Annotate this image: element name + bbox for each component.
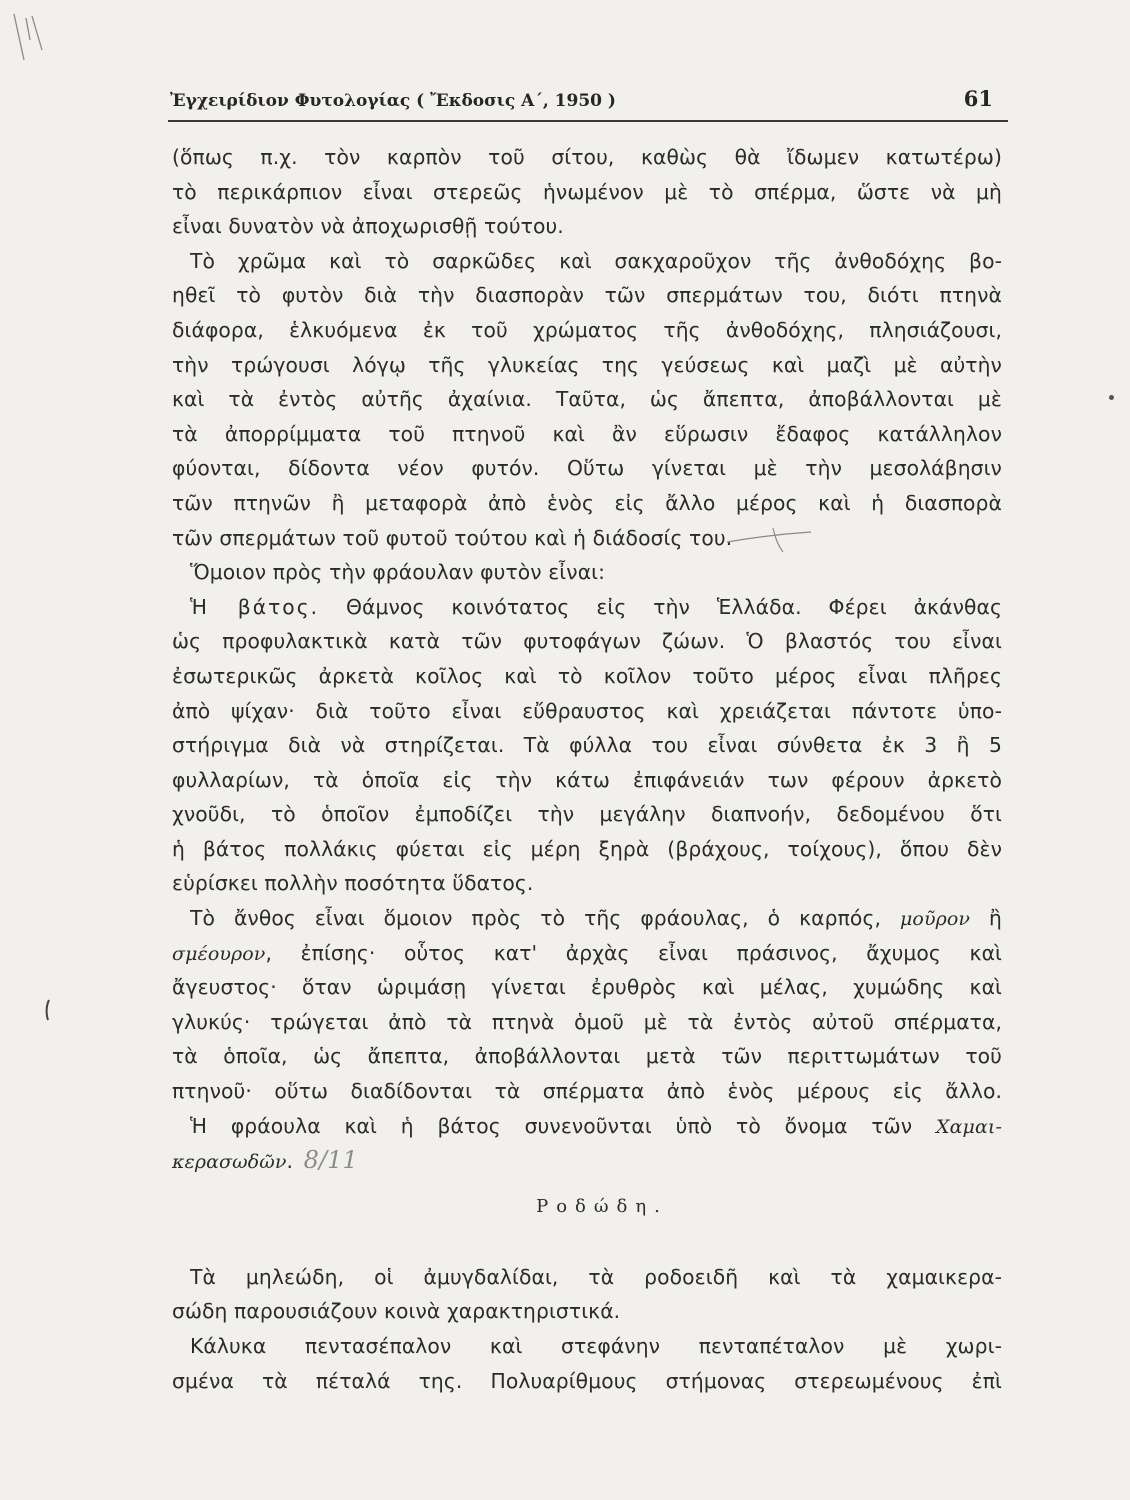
handwritten-annotation: 8/11 bbox=[303, 1146, 358, 1175]
text-line: εἶναι δυνατὸν νὰ ἀποχωρισθῇ τούτου. bbox=[172, 214, 564, 239]
italic-term: μοῦρον bbox=[899, 908, 971, 931]
text-line: Κάλυκα πεντασέπαλον καὶ στεφάνην πενταπέταλον μὲ χωρι- bbox=[190, 1334, 1002, 1358]
pencil-corner-mark bbox=[8, 10, 48, 70]
text-line: στήριγμα διὰ νὰ στηρίζεται. Τὰ φύλλα του εἶναι σύνθετα ἐκ 3 ἢ 5 bbox=[172, 733, 1002, 758]
text-line: φύονται, δίδοντα νέον φυτόν. Οὕτω γίνεται μὲ τὴν μεσολάβησιν bbox=[172, 456, 1002, 481]
text-line-content: . bbox=[286, 1149, 294, 1174]
text-line: Τὸ χρῶμα καὶ τὸ σαρκῶδες καὶ σακχαροῦχον τῆς ἀνθοδόχης βο- bbox=[190, 248, 1002, 273]
text-line: χνοῦδι, τὸ ὁποῖον ἐμποδίζει τὴν μεγάλην διαπνοήν, δεδομένου ὅτι bbox=[172, 802, 1002, 827]
italic-term: κερασωδῶν bbox=[172, 1151, 287, 1174]
text-line: ἄγευστος· ὅταν ὡριμάσῃ γίνεται ἐρυθρὸς καὶ μέλας, χυμώδης καὶ bbox=[172, 975, 1002, 1000]
text-line bbox=[172, 1109, 1002, 1144]
body-text bbox=[172, 140, 1002, 1398]
text-line: ἐσωτερικῶς ἀρκετὰ κοῖλος καὶ τὸ κοῖλον τοῦτο μέρος εἶναι πλῆρες bbox=[172, 663, 1002, 688]
book-title: Ἐγχειρίδιον Φυτολογίας ( Ἔκδοσις Α΄, 1950 ) bbox=[170, 91, 616, 111]
text-line bbox=[172, 590, 1002, 625]
text-line: Τὰ μηλεώδη, οἱ ἀμυγδαλίδαι, τὰ ροδοειδῆ καὶ τὰ χαμαικερα- bbox=[190, 1264, 1002, 1289]
text-line: καὶ τὰ ἐντὸς αὐτῆς ἀχαίνια. Ταῦτα, ὡς ἄπεπτα, ἀποβάλλονται μὲ bbox=[172, 387, 1002, 412]
text-line: τὴν τρώγουσι λόγῳ τῆς γλυκείας της γεύσεως καὶ μαζὶ μὲ αὐτὴν bbox=[172, 352, 1002, 377]
page-number: 61 bbox=[963, 86, 993, 111]
text-line-content: Τὸ ἄνθος εἶναι ὅμοιον πρὸς τὸ τῆς φράουλας, ὁ καρπός, bbox=[190, 906, 900, 931]
text-line: (ὅπως π.χ. τὸν καρπὸν τοῦ σίτου, καθὼς θὰ ἴδωμεν κατωτέρω) bbox=[172, 145, 1002, 169]
term-heading: Ἡ βάτος. bbox=[190, 594, 320, 619]
text-line-content: ἢ bbox=[970, 906, 1002, 931]
running-header bbox=[170, 86, 1005, 111]
text-line: διάφορα, ἑλκυόμενα ἐκ τοῦ χρώματος τῆς ἀνθοδόχης, πλησιάζουσι, bbox=[172, 317, 1002, 342]
text-line: εὑρίσκει πολλὴν ποσότητα ὕδατος. bbox=[172, 871, 534, 896]
ink-dot bbox=[1109, 395, 1114, 400]
text-line bbox=[172, 1143, 1002, 1178]
ink-margin-mark bbox=[44, 998, 52, 1022]
text-line bbox=[172, 521, 1002, 556]
text-line: ἡ βάτος πολλάκις φύεται εἰς μέρη ξηρὰ (βράχους, τοίχους), ὅπου δὲν bbox=[172, 836, 1002, 861]
text-line: τὰ ἀπορρίμματα τοῦ πτηνοῦ καὶ ἂν εὕρωσιν ἔδαφος κατάλληλον bbox=[172, 421, 1002, 446]
text-line: σμένα τὰ πέταλά της. Πολυαρίθμους στήμονας στερεωμένους ἐπὶ bbox=[172, 1368, 1002, 1393]
text-line bbox=[172, 901, 1002, 936]
italic-term: σμέουρον bbox=[172, 942, 266, 965]
header-rule bbox=[168, 120, 1008, 122]
text-line-content: τῶν σπερμάτων τοῦ φυτοῦ τούτου καὶ ἡ διάδοσίς του. bbox=[172, 525, 733, 550]
pencil-strike-mark bbox=[725, 524, 815, 554]
text-line: φυλλαρίων, τὰ ὁποῖα εἰς τὴν κάτω ἐπιφάνειάν των φέρουν ἀρκετὸ bbox=[172, 767, 1002, 792]
text-line: πτηνοῦ· οὕτω διαδίδονται τὰ σπέρματα ἀπὸ ἑνὸς μέρους εἰς ἄλλο. bbox=[172, 1079, 1002, 1104]
text-line bbox=[172, 936, 1002, 971]
text-line: τῶν πτηνῶν ἢ μεταφορὰ ἀπὸ ἑνὸς εἰς ἄλλο μέρος καὶ ἡ διασπορὰ bbox=[172, 490, 1002, 515]
text-line: τὸ περικάρπιον εἶναι στερεῶς ἡνωμένον μὲ τὸ σπέρμα, ὥστε νὰ μὴ bbox=[172, 179, 1002, 204]
text-line: τὰ ὁποῖα, ὡς ἄπεπτα, ἀποβάλλονται μετὰ τῶν περιττωμάτων τοῦ bbox=[172, 1044, 1002, 1069]
text-line: γλυκύς· τρώγεται ἀπὸ τὰ πτηνὰ ὁμοῦ μὲ τὰ ἐντὸς αὐτοῦ σπέρματα, bbox=[172, 1009, 1002, 1034]
text-line: ἀπὸ ψίχαν· διὰ τοῦτο εἶναι εὔθραυστος καὶ χρειάζεται πάντοτε ὑπο- bbox=[172, 698, 1002, 723]
text-line-content: Θάμνος κοινότατος εἰς τὴν Ἑλλάδα. Φέρει ἀκάνθας bbox=[319, 594, 1002, 619]
italic-term: Χαμαι- bbox=[935, 1115, 1002, 1138]
text-line: ὡς προφυλακτικὰ κατὰ τῶν φυτοφάγων ζώων. Ὁ βλαστός του εἶναι bbox=[172, 629, 1002, 654]
text-line: σώδη παρουσιάζουν κοινὰ χαρακτηριστικά. bbox=[172, 1299, 621, 1324]
section-title: Ροδώδη. bbox=[536, 1195, 668, 1217]
text-line: ηθεῖ τὸ φυτὸν διὰ τὴν διασπορὰν τῶν σπερμάτων του, διότι πτηνὰ bbox=[172, 283, 1002, 308]
text-line: Ὅμοιον πρὸς τὴν φράουλαν φυτὸν εἶναι: bbox=[190, 560, 606, 585]
text-line-content: , ἐπίσης· οὗτος κατ' ἀρχὰς εἶναι πράσινος, ἄχυμος καὶ bbox=[265, 940, 1002, 965]
text-line-content: Ἡ φράουλα καὶ ἡ βάτος συνενοῦνται ὑπὸ τὸ ὄνομα τῶν bbox=[190, 1113, 936, 1138]
